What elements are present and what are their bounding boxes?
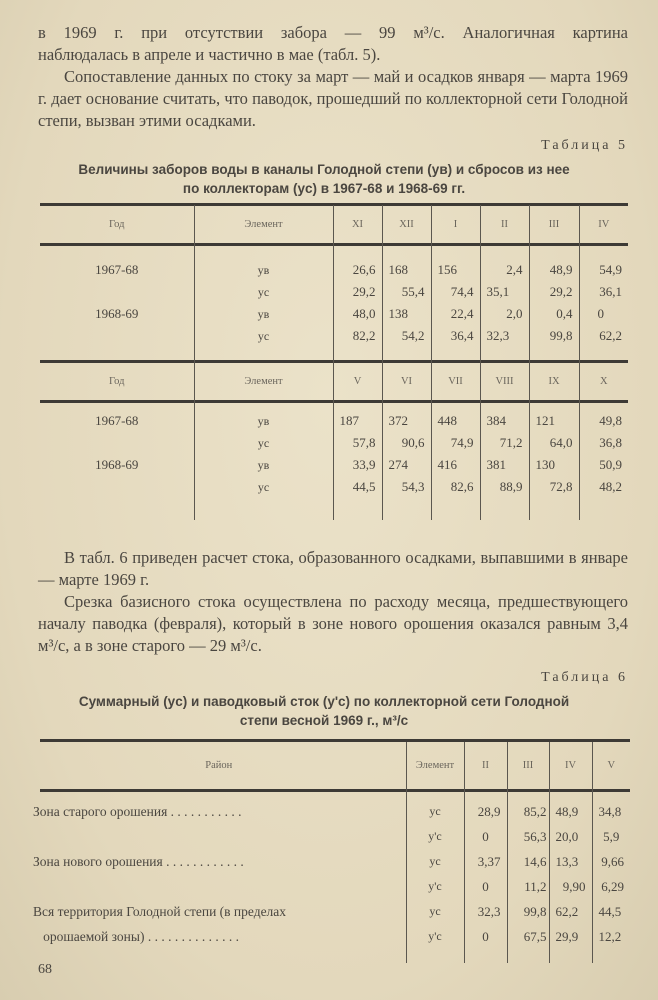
- table6: Район Элемент II III IV V Зона старого орошения . . . . . . . . . . . yс 28,9 85,2 48,9 34,8 y'с 0 56,3 20,0 5,9 Зона нового орошения . . . . . . . . . . . . yс 3,37 14,6 13,3 9,66 y'с 0 11,2 9,90 6,29 Вся территория Голодной степи (в пределах yс 32,3 99,8 62,2 44,5 орошаемой зоны) . . . . . . . . . . . . . . y'с 0 67,5 29,9 12,2: [32, 742, 630, 963]
- table-row: yс 44,5 54,3 82,6 88,9 72,8 48,2: [40, 476, 628, 498]
- table-row: 1968-69 yв 33,9 274 416 381 130 50,9: [40, 454, 628, 476]
- para3: В табл. 6 приведен расчет стока, образованного осадками, выпавшими в январе — марте 1969 г.: [38, 548, 628, 589]
- table-row: Вся территория Голодной степи (в пределах yс 32,3 99,8 62,2 44,5: [32, 899, 630, 924]
- para4: Срезка базисного стока осуществлена по расходу месяца, предшествующего началу паводка (февраля), который в зоне нового орошения оказался равным 3,4 м³/с, а в зоне старого — 29 м³/с.: [38, 592, 628, 655]
- table6-label: Таблица 6: [541, 670, 628, 685]
- table-row: орошаемой зоны) . . . . . . . . . . . . . . y'с 0 67,5 29,9 12,2: [32, 924, 630, 949]
- para1-line2: наблюдалась в апреле и частично в мае (табл. 5).: [38, 45, 381, 64]
- body-text-middle: [38, 547, 628, 657]
- table-row: yс 82,2 54,2 36,4 32,3 99,8 62,2: [40, 325, 628, 347]
- table-row: yс 29,2 55,4 74,4 35,1 29,2 36,1: [40, 281, 628, 303]
- table-row: 1967-68 yв 26,6 168 156 2,4 48,9 54,9: [40, 259, 628, 281]
- table5-title: Величины заборов воды в каналы Голодной степи (yв) и сбросов из нее по коллекторам (yс) в 1967-68 и 1968-69 гг.: [78, 162, 570, 196]
- table-row: 1967-68 yв 187 372 448 384 121 49,8: [40, 410, 628, 432]
- table-row: y'с 0 11,2 9,90 6,29: [32, 874, 630, 899]
- table-row: 1968-69 yв 48,0 138 22,4 2,0 0,4 0: [40, 303, 628, 325]
- para1-line1: в 1969 г. при отсутствии забора — 99 м³/с. Аналогичная картина: [38, 23, 628, 42]
- table-row: Зона нового орошения . . . . . . . . . . . . yс 3,37 14,6 13,3 9,66: [32, 849, 630, 874]
- table5-block2: Год Элемент V VI VII VIII IX X 1967-68 yв 187 372 448 384 121 49,8 yс 57,8 90,6 74,9 71,2 64,0 36,8 1968-69 yв 33,9 274 416 381 130 50,9 yс 44,5 54,3 82,6 88,9 72,8 48,2: [40, 362, 628, 520]
- table-row: yс 57,8 90,6 74,9 71,2 64,0 36,8: [40, 432, 628, 454]
- table-row: y'с 0 56,3 20,0 5,9: [32, 824, 630, 849]
- table5-block1: Год Элемент XI XII I II III IV 1967-68 yв 26,6 168 156 2,4 48,9 54,9 yс 29,2 55,4 74,4 35,1 29,2 36,1 1968-69 yв 48,0 138 22,4 2,0 0,4 0 yс 82,2 54,2 36,4 32,3 99,8 62,2: [40, 205, 628, 371]
- page-number: 68: [38, 962, 52, 977]
- body-text-top: [38, 22, 628, 132]
- table6-title: Суммарный (yс) и паводковый сток (y'с) по коллекторной сети Голодной степи весной 1969 г., м³/с: [78, 694, 570, 728]
- table5-label: Таблица 5: [541, 138, 628, 153]
- para2: Сопоставление данных по стоку за март — май и осадков января — марта 1969 г. дает основание считать, что паводок, прошедший по коллекторной сети Голодной степи, вызван этими осадками.: [38, 67, 628, 130]
- table-row: Зона старого орошения . . . . . . . . . . . yс 28,9 85,2 48,9 34,8: [32, 799, 630, 824]
